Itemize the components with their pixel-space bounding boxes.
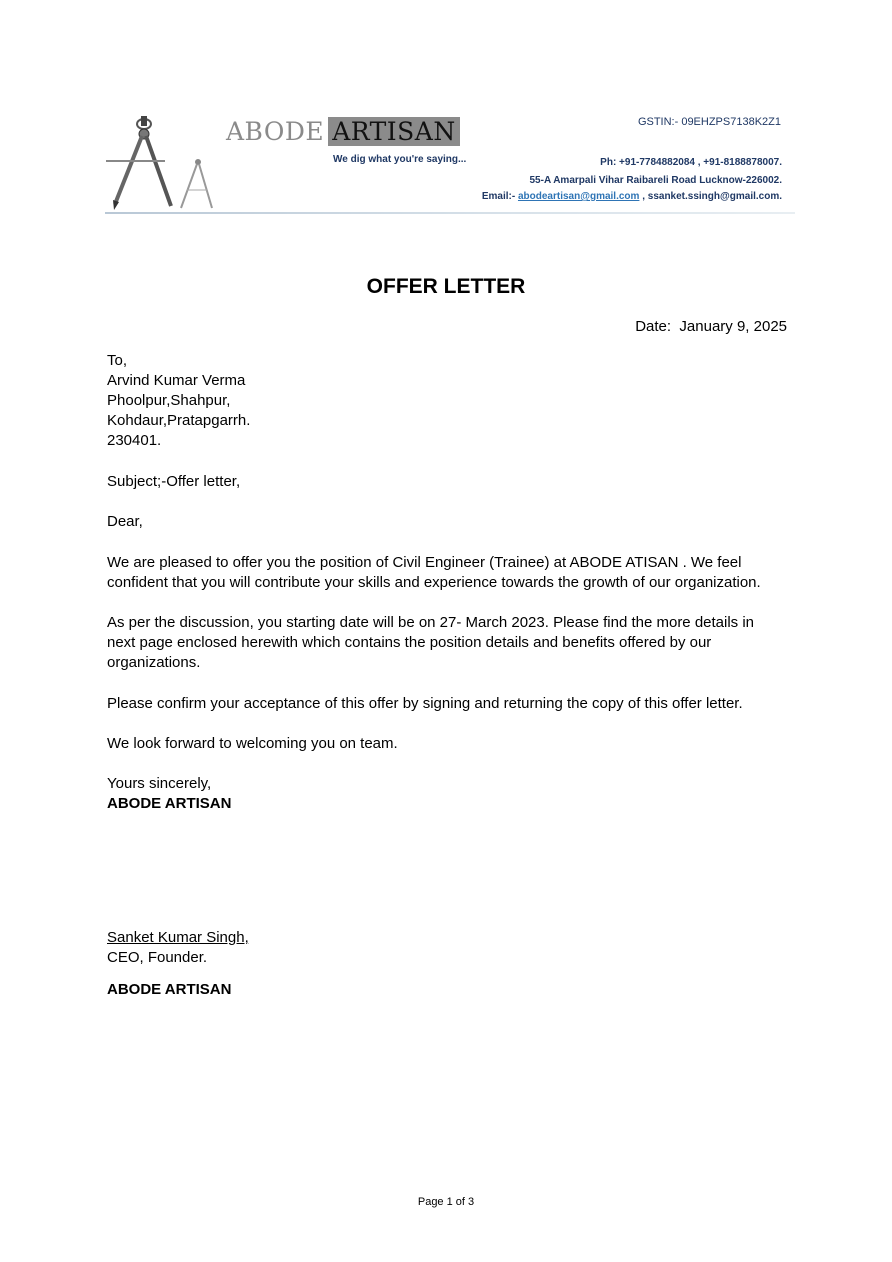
company-signature: ABODE ARTISAN — [107, 795, 232, 812]
paragraph-line: confident that you will contribute your skills and experience towards the growth of our organization. — [107, 574, 761, 591]
compass-divider-icon — [105, 112, 217, 212]
header-divider — [105, 212, 795, 214]
date-value: January 9, 2025 — [679, 318, 787, 335]
email-secondary: , ssanket.ssingh@gmail.com. — [639, 191, 782, 202]
date-line — [635, 318, 787, 335]
signatory-title: CEO, Founder. — [107, 949, 208, 966]
recipient-pincode: 230401. — [107, 432, 162, 449]
paragraph-line: organizations. — [107, 654, 201, 671]
paragraph-line: Please confirm your acceptance of this offer by signing and returning the copy of this offer letter. — [107, 695, 743, 712]
brand-name-right: ARTISAN — [328, 117, 460, 146]
subject-line: Subject;-Offer letter, — [107, 473, 241, 490]
email-link[interactable]: abodeartisan@gmail.com — [517, 191, 640, 202]
company-address: 55-A Amarpali Vihar Raibareli Road Lucknow-226002. — [529, 175, 782, 186]
email-label: Email:- — [481, 191, 518, 202]
paragraph-line: We are pleased to offer you the position of Civil Engineer (Trainee) at ABODE ATISAN . We feel — [107, 554, 742, 571]
paragraph-line: next page enclosed herewith which contains the position details and benefits offered by our — [107, 634, 712, 651]
email-line — [482, 191, 782, 202]
paragraph-line: We look forward to welcoming you on team. — [107, 735, 398, 752]
tagline: We dig what you're saying... — [333, 154, 467, 165]
recipient-address-line: Kohdaur,Pratapgarrh. — [107, 412, 251, 429]
signatory-name: Sanket Kumar Singh, — [107, 929, 249, 946]
document-title: OFFER LETTER — [366, 275, 526, 298]
brand-logo — [226, 116, 460, 146]
greeting: Dear, — [107, 513, 143, 530]
to-line: To, — [107, 352, 128, 369]
brand-name-left: ABODE — [226, 116, 325, 146]
recipient-name: Arvind Kumar Verma — [107, 372, 246, 389]
page-number: Page 1 of 3 — [417, 1196, 475, 1208]
gstin-number: GSTIN:- 09EHZPS7138K2Z1 — [637, 116, 781, 128]
recipient-address-line: Phoolpur,Shahpur, — [107, 392, 231, 409]
company-name-footer: ABODE ARTISAN — [107, 981, 232, 998]
closing-line: Yours sincerely, — [107, 775, 212, 792]
date-label: Date: — [635, 318, 672, 335]
phone-numbers: Ph: +91-7784882084 , +91-8188878007. — [600, 157, 782, 168]
paragraph-line: As per the discussion, you starting date will be on 27- March 2023. Please find the more details in — [107, 614, 755, 631]
